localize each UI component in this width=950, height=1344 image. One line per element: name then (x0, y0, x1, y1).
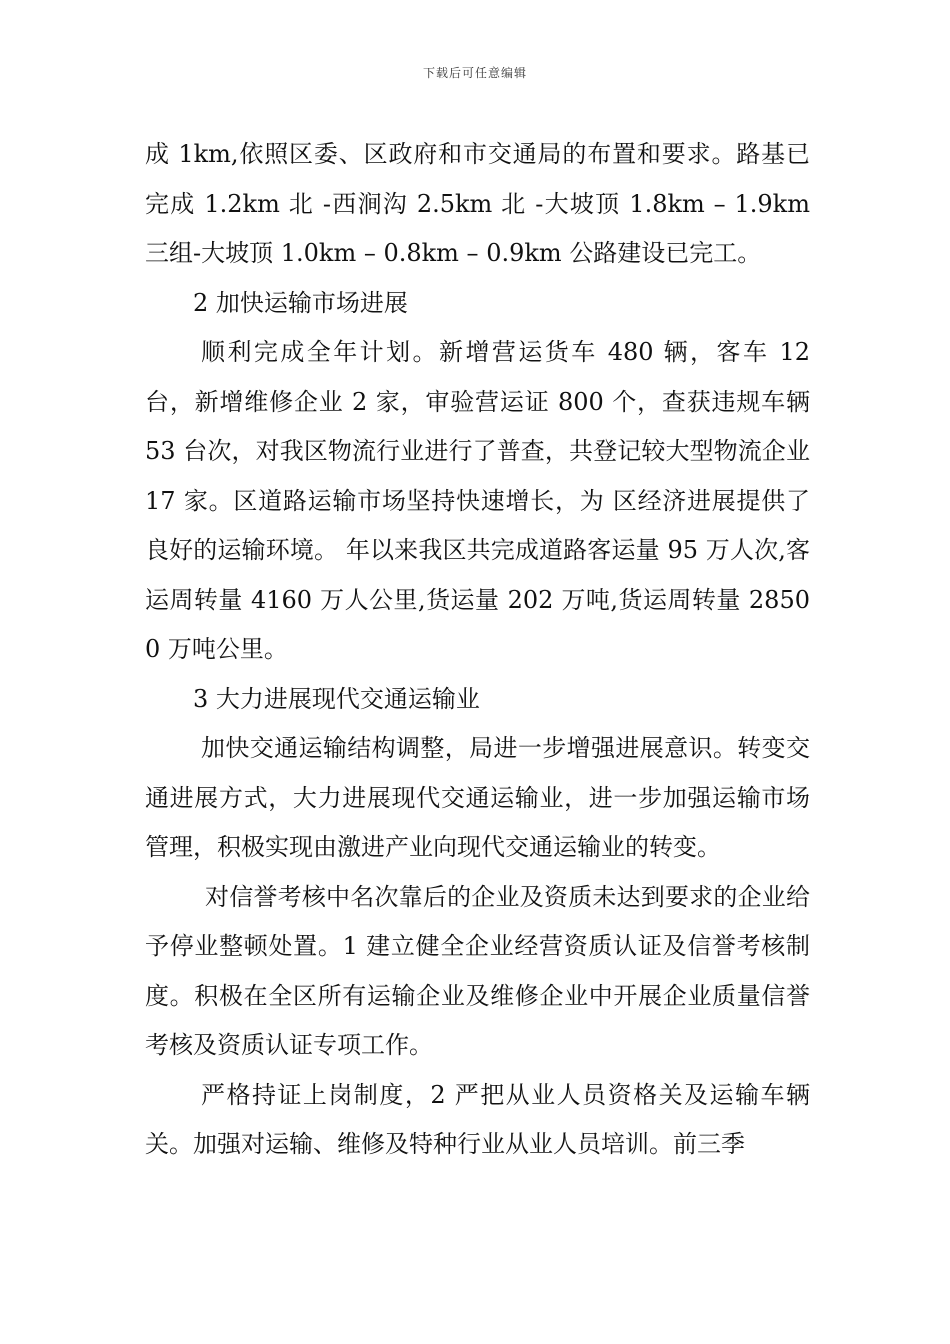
paragraph-transport-market: 顺利完成全年计划。新增营运货车 480 辆，客车 12 台，新增维修企业 2 家，审验营运证 800 个，查获违规车辆 53 台次，对我区物流行业进行了普查，共登记较大型物流企业 17 家。区道路运输市场坚持快速增长，为 区经济进展提供了良好的运输环境。 年以来我区共完成道路客运量 95 万人次,客运周转量 4160 万人公里,货运量 202 万吨,货运周转量 28500 万吨公里。 (145, 338, 810, 663)
section-heading-transport-market: 2 加快运输市场进展 (193, 288, 408, 317)
section-heading-modern-transport: 3 大力进展现代交通运输业 (193, 684, 480, 713)
paragraph-certification: 严格持证上岗制度，2 严把从业人员资格关及运输车辆关。加强对运输、维修及特种行业从业人员培训。前三季 (145, 1080, 810, 1158)
document-body (145, 130, 810, 1170)
page-header: 下载后可任意编辑 (422, 66, 527, 80)
paragraph-modern-transport: 加快交通运输结构调整，局进一步增强进展意识。转变交通进展方式，大力进展现代交通运输业，进一步加强运输市场管理，积极实现由激进产业向现代交通运输业的转变。 (145, 734, 810, 861)
paragraph-credit-assessment: 对信誉考核中名次靠后的企业及资质未达到要求的企业给予停业整顿处置。1 建立健全企业经营资质认证及信誉考核制度。积极在全区所有运输企业及维修企业中开展企业质量信誉考核及资质认证专项工作。 (145, 882, 810, 1059)
paragraph-road-construction: 成 1km,依照区委、区政府和市交通局的布置和要求。路基已完成 1.2km 北 -西涧沟 2.5km 北 -大坡顶 1.8km – 1.9km 三组-大坡顶 1.0km – 0.8km – 0.9km 公路建设已完工。 (145, 140, 810, 267)
